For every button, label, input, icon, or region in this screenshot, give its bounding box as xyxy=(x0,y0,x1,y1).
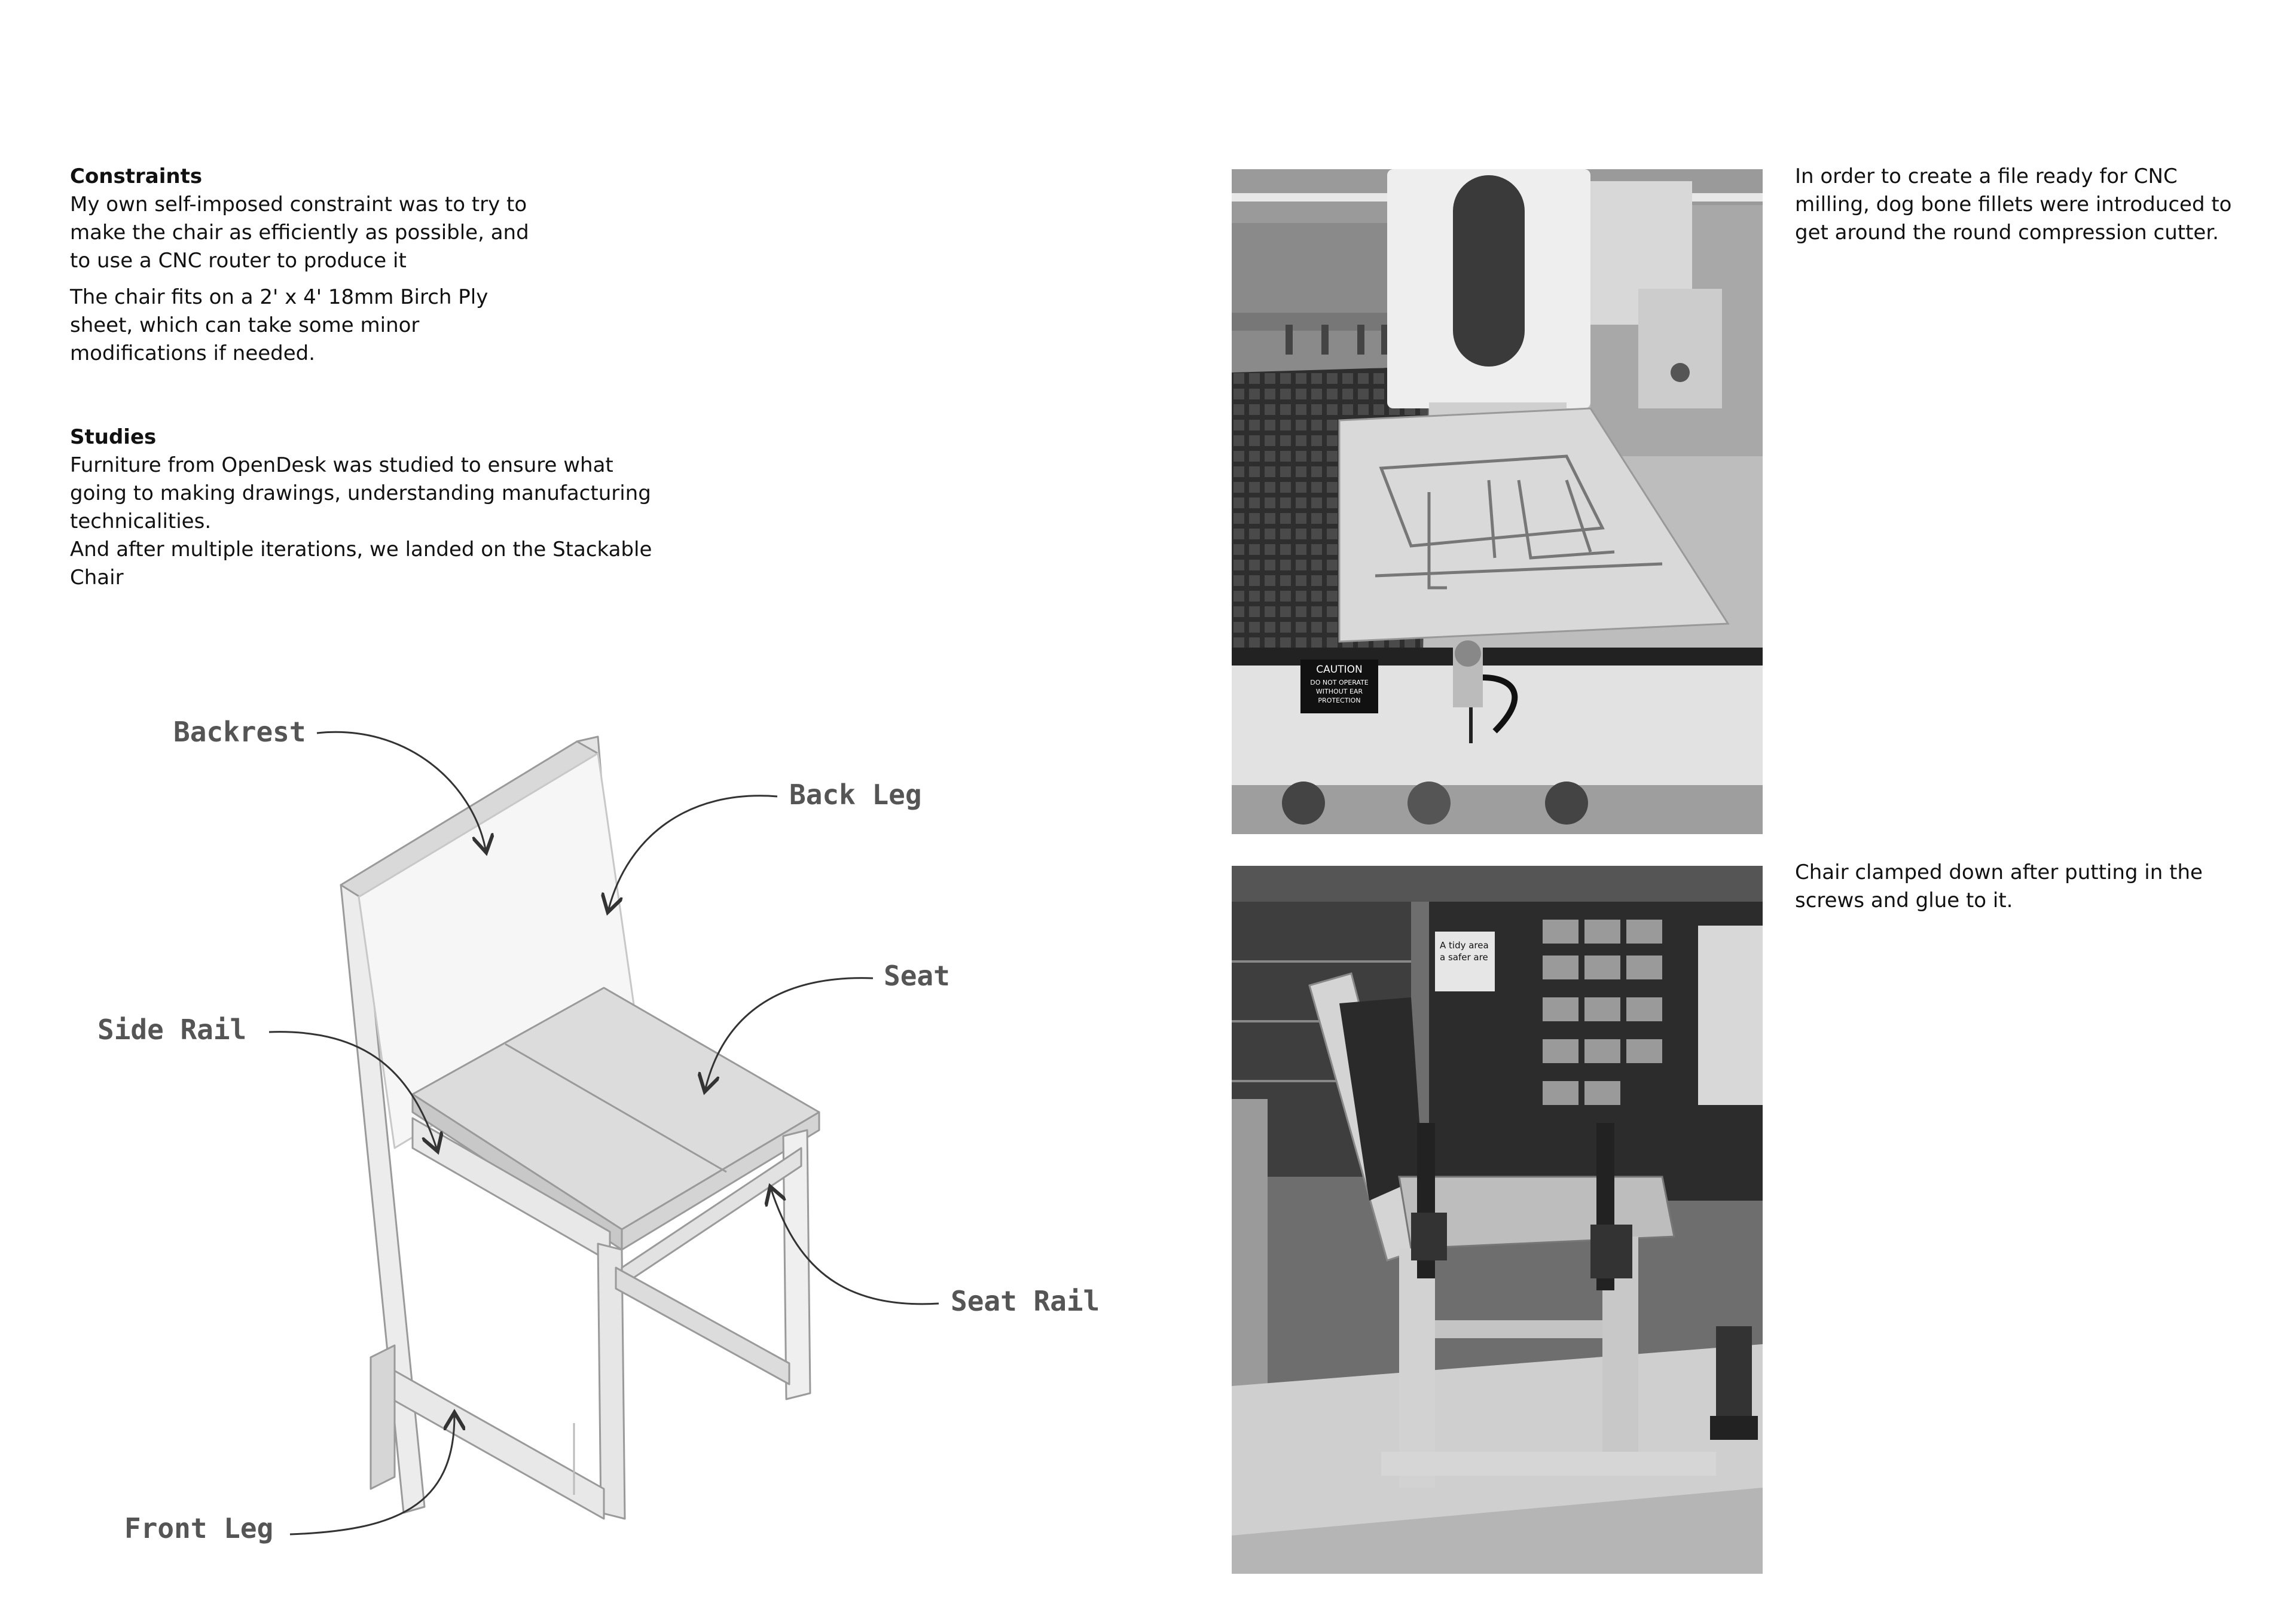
text-line: In order to create a file ready for CNC xyxy=(1795,164,2178,188)
constraints-section xyxy=(70,163,548,368)
text-line: Furniture from OpenDesk was studied to ensure what xyxy=(70,453,613,477)
tidy-sign-text: A tidy area xyxy=(1440,940,1489,951)
label-side-rail: Side Rail xyxy=(97,1014,247,1046)
label-seat-rail: Seat Rail xyxy=(951,1285,1100,1317)
label-front-leg: Front Leg xyxy=(124,1512,274,1544)
clamped-chair-photo xyxy=(1232,866,1763,1574)
studies-section xyxy=(70,423,680,592)
arrow-back-leg xyxy=(609,796,777,909)
cnc-router-photo xyxy=(1232,169,1763,834)
text-line: to use a CNC router to produce it xyxy=(70,249,407,273)
text-line: sheet, which can take some minor xyxy=(70,313,420,337)
text-line: going to making drawings, understanding manufacturing xyxy=(70,481,651,505)
text-line: My own self-imposed constraint was to try to xyxy=(70,193,527,216)
tidy-sign-text: a safer are xyxy=(1440,952,1488,963)
label-seat: Seat xyxy=(884,960,950,992)
text-line: The chair fits on a 2' x 4' 18mm Birch Ply xyxy=(70,285,488,309)
cnc-router-illustration xyxy=(1232,169,1763,834)
studies-heading: Studies xyxy=(70,425,157,449)
text-line: Chair xyxy=(70,566,124,590)
text-line: modifications if needed. xyxy=(70,341,316,365)
text-line: And after multiple iterations, we landed on the Stackable xyxy=(70,538,652,561)
constraints-heading: Constraints xyxy=(70,164,203,188)
studies-paragraph xyxy=(70,451,680,592)
label-backrest: Backrest xyxy=(173,716,306,748)
text-line: milling, dog bone fillets were introduced to xyxy=(1795,193,2232,216)
clamp-caption xyxy=(1795,859,2273,915)
chair-drawing xyxy=(341,737,819,1519)
text-line: Chair clamped down after putting in the xyxy=(1795,860,2203,884)
chair-diagram xyxy=(0,658,1172,1614)
text-line: get around the round compression cutter. xyxy=(1795,221,2219,245)
caution-sign-subtext: PROTECTION xyxy=(1318,697,1361,704)
text-line: technicalities. xyxy=(70,509,212,533)
clamped-chair-illustration xyxy=(1232,866,1763,1574)
caution-sign-text: CAUTION xyxy=(1316,664,1363,676)
caution-sign-subtext: DO NOT OPERATE xyxy=(1310,679,1369,686)
constraints-paragraph-1 xyxy=(70,191,548,275)
cnc-caption xyxy=(1795,163,2273,247)
text-line: make the chair as efficiently as possible, and xyxy=(70,221,529,245)
label-back-leg: Back Leg xyxy=(789,779,922,811)
caution-sign-subtext: WITHOUT EAR xyxy=(1315,688,1363,695)
text-line: screws and glue to it. xyxy=(1795,889,2013,912)
constraints-paragraph-2 xyxy=(70,283,548,368)
